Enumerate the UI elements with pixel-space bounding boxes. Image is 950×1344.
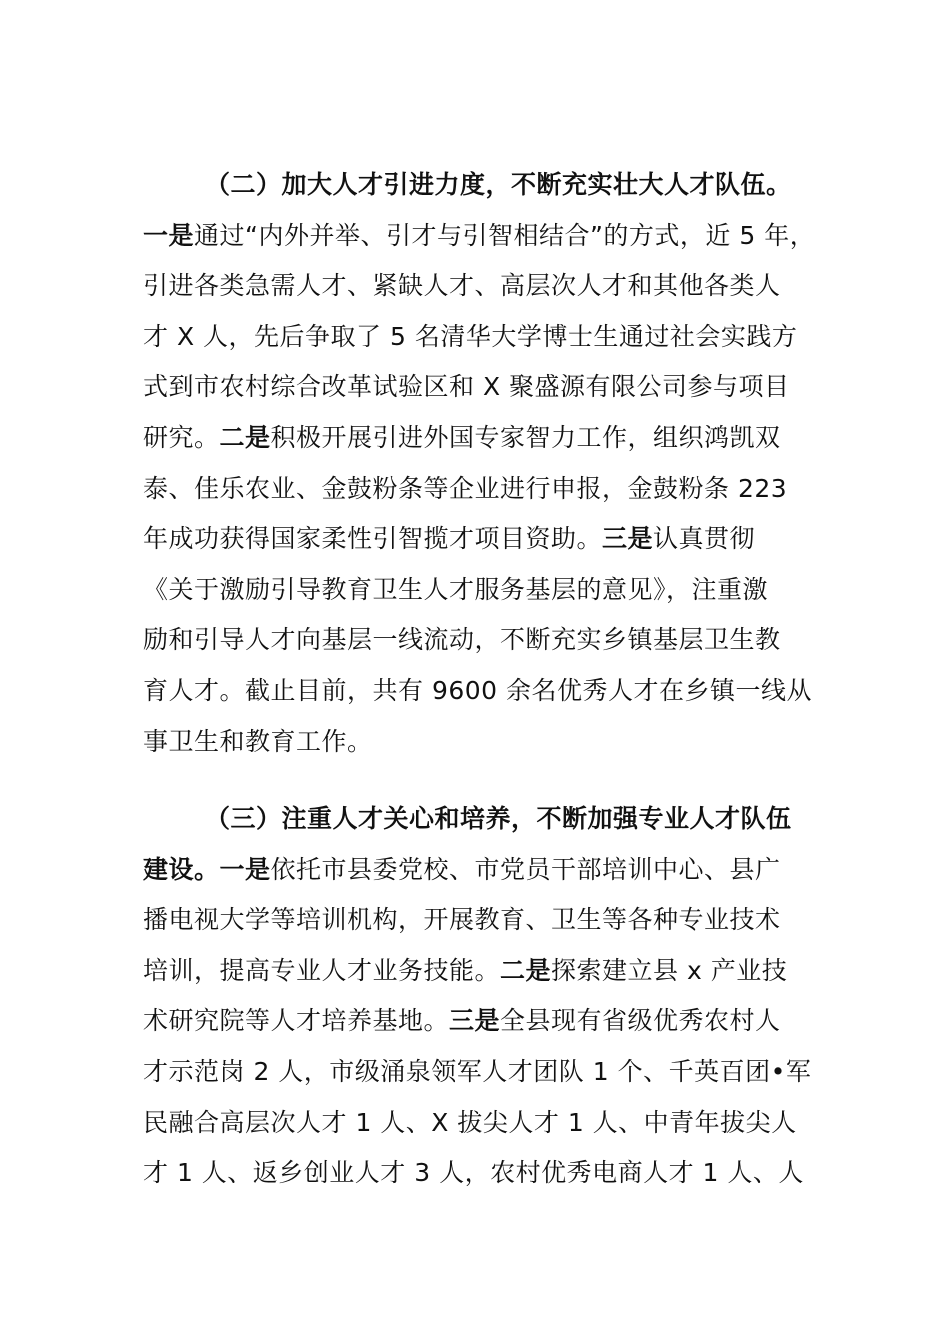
point-marker-first: 一是: [219, 854, 271, 884]
paragraph-line: [143, 946, 809, 997]
paragraph-line: [143, 1098, 809, 1149]
paragraph-line: [143, 261, 809, 312]
point-marker-second: 二是: [219, 422, 271, 452]
paragraph-line: [143, 1148, 809, 1199]
body-text: 才 X 人，先后争取了 5 名清华大学博士生通过社会实践方: [143, 321, 798, 351]
paragraph-line: [143, 312, 809, 363]
point-marker-third: 三是: [602, 524, 654, 554]
body-text: 年成功获得国家柔性引智揽才项目资助。: [143, 524, 603, 554]
body-text: 育人才。截止目前，共有 9600 余名优秀人才在乡镇一线从: [143, 675, 813, 705]
paragraph-line: [143, 845, 809, 896]
paragraph-line: [143, 464, 809, 515]
body-text: 培训，提高专业人才业务技能。: [143, 955, 501, 985]
heading-text: （三）注重人才关心和培养，不断加强专业人才队伍: [205, 804, 792, 833]
body-text: 引进各类急需人才、紧缺人才、高层次人才和其他各类人: [143, 271, 781, 301]
section-talent-training: [143, 794, 812, 1199]
body-text: 励和引导人才向基层一线流动，不断充实乡镇基层卫生教: [143, 625, 781, 655]
section-heading: [143, 794, 809, 845]
body-text: 播电视大学等培训机构，开展教育、卫生等各种专业技术: [143, 905, 781, 935]
point-marker-first: 一是: [143, 220, 195, 250]
body-text: 泰、佳乐农业、金鼓粉条等企业进行申报，金鼓粉条 223: [143, 473, 788, 503]
body-text: 探索建立县 x 产业技: [551, 955, 788, 985]
body-text: 依托市县委党校、市党员干部培训中心、县广: [270, 854, 781, 884]
point-marker-second: 二是: [500, 955, 552, 985]
paragraph-line: [143, 565, 809, 616]
paragraph-line: [143, 211, 816, 262]
heading-text: 建设。: [143, 854, 220, 884]
body-text: 认真贯彻: [653, 524, 756, 554]
paragraph-line: [143, 362, 809, 413]
body-text: 术研究院等人才培养基地。: [143, 1006, 450, 1036]
paragraph-line: [143, 1047, 812, 1098]
body-text: 式到市农村综合改革试验区和 X 聚盛源有限公司参与项目: [143, 372, 790, 402]
body-text: 民融合高层次人才 1 人、X 拔尖人才 1 人、中青年拔尖人: [143, 1107, 797, 1137]
paragraph-line: [143, 895, 809, 946]
body-text: 研究。: [143, 422, 220, 452]
point-marker-third: 三是: [449, 1006, 501, 1036]
body-text: 全县现有省级优秀农村人: [500, 1006, 781, 1036]
body-text: 事卫生和教育工作。: [143, 726, 373, 756]
section-heading: [143, 160, 809, 211]
paragraph-line: [143, 717, 809, 768]
paragraph-line: [143, 996, 809, 1047]
paragraph-line: [143, 413, 809, 464]
paragraph-line: [143, 514, 809, 565]
paragraph-line: [143, 666, 813, 717]
body-text: 才示范岗 2 人，市级涌泉领军人才团队 1 个、千英百团•军: [143, 1056, 812, 1086]
paragraph-line: [143, 615, 809, 666]
body-text: 积极开展引进外国专家智力工作，组织鸿凯双: [270, 422, 781, 452]
body-text: 通过“内外并举、引才与引智相结合”的方式，近 5 年，: [194, 220, 816, 250]
body-text: 才 1 人、返乡创业人才 3 人，农村优秀电商人才 1 人、人: [143, 1158, 804, 1188]
heading-text: （二）加大人才引进力度，不断充实壮大人才队伍。: [205, 170, 792, 199]
body-text: 《关于激励引导教育卫生人才服务基层的意见》，注重激: [143, 574, 769, 604]
section-talent-introduction: [143, 160, 816, 767]
